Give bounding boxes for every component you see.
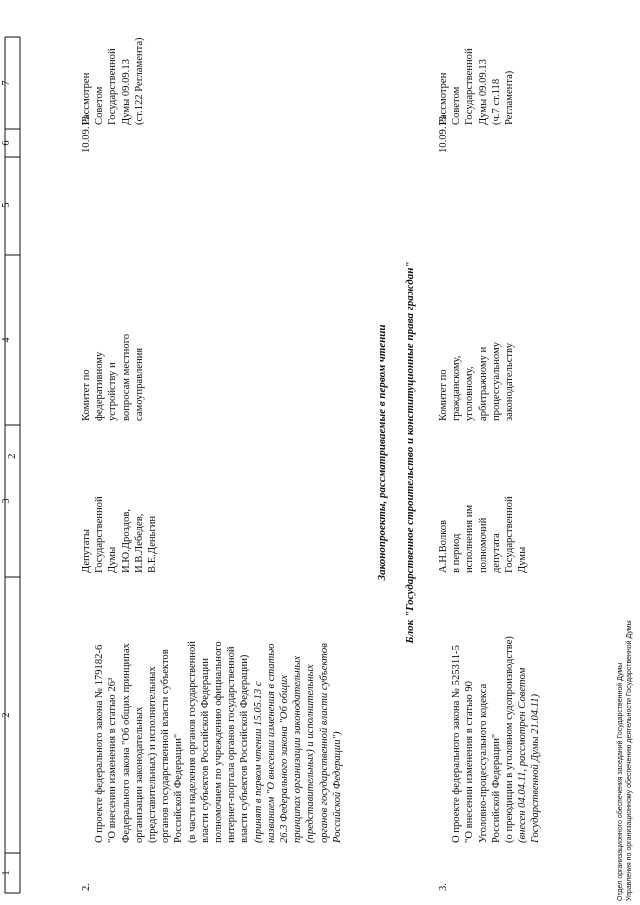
row-date: 10.09.13	[81, 115, 92, 153]
row-committee: Комитет по гражданскому, уголовному, арбитражному и процессуальному законодательству	[438, 342, 516, 421]
row-description	[80, 581, 357, 843]
row-status: Рассмотрен Советом Государственной Думы 09.09.13 (ст.122 Регламента)	[81, 37, 145, 125]
col-header-1: 1	[1, 870, 12, 876]
row-number: 2.	[81, 883, 92, 891]
col-header-5: 5	[1, 202, 12, 208]
section-heading: Законопроекты, рассматриваемые в первом чтении	[376, 324, 388, 581]
footer-note: Отдел организационного обеспечения заседаний Государственной Думы Управления по организационному обеспечению деятельности Государственной Думы	[617, 620, 633, 901]
col-header-4: 4	[1, 337, 12, 343]
col-header-6: 6	[1, 140, 12, 146]
row-number: 3.	[438, 883, 449, 891]
row-description-note: (принят в первом чтении 15.05.13 с названием "О внесении изменения в статью 26.3 Федерального закона "Об общих принципах организации законодательных (представительных) и исполнительных органов государственной власти субъектов Российской Федерации")	[252, 643, 343, 843]
col-header-7: 7	[1, 80, 12, 86]
row-description-main: О проекте федерального закона № 525311-5 "О внесении изменения в статью 90 Уголовно-процессуального кодекса Российской Федерации" (о преюдиции в уголовном судопроизводстве)	[451, 636, 516, 843]
row-committee: Комитет по федеративному устройству и вопросам местного самоуправления	[81, 334, 145, 421]
row-description-main: О проекте федерального закона № 179182-6 "О внесении изменения в статью 26³ Федерального закона "Об общих принципах организации законодательных (представительных) и исполнительных органов государственной власти субъектов Российской Федерации" (в части наделения органов государственной власти субъектов Российской Федерации полномочием по учреждению официального интернет-портала органов государственной власти субъектов Российской Федерации)	[94, 641, 251, 843]
row-author: А.Н.Волков в период исполнения им полномочий депутата Государственной Думы	[438, 496, 529, 573]
page-number: 2	[6, 453, 18, 459]
col-header-2: 2	[1, 712, 12, 718]
row-author: Депутаты Государственной Думы И.Ю.Дроздов, И.В.Лебедев, В.Е.Деньгин	[81, 496, 159, 573]
row-date: 10.09.13	[438, 115, 449, 153]
row-status: Рассмотрен Советом Государственной Думы 09.09.13 (ч.7 ст.118 Регламента)	[438, 48, 516, 125]
block-heading: Блок "Государственное строительство и конституционные права граждан"	[404, 261, 416, 644]
row-description-note: (внесен 04.04.11, рассмотрен Советом Государственной Думы 21.04.11)	[517, 667, 542, 843]
col-header-3: 3	[1, 498, 12, 504]
row-description	[437, 581, 556, 843]
